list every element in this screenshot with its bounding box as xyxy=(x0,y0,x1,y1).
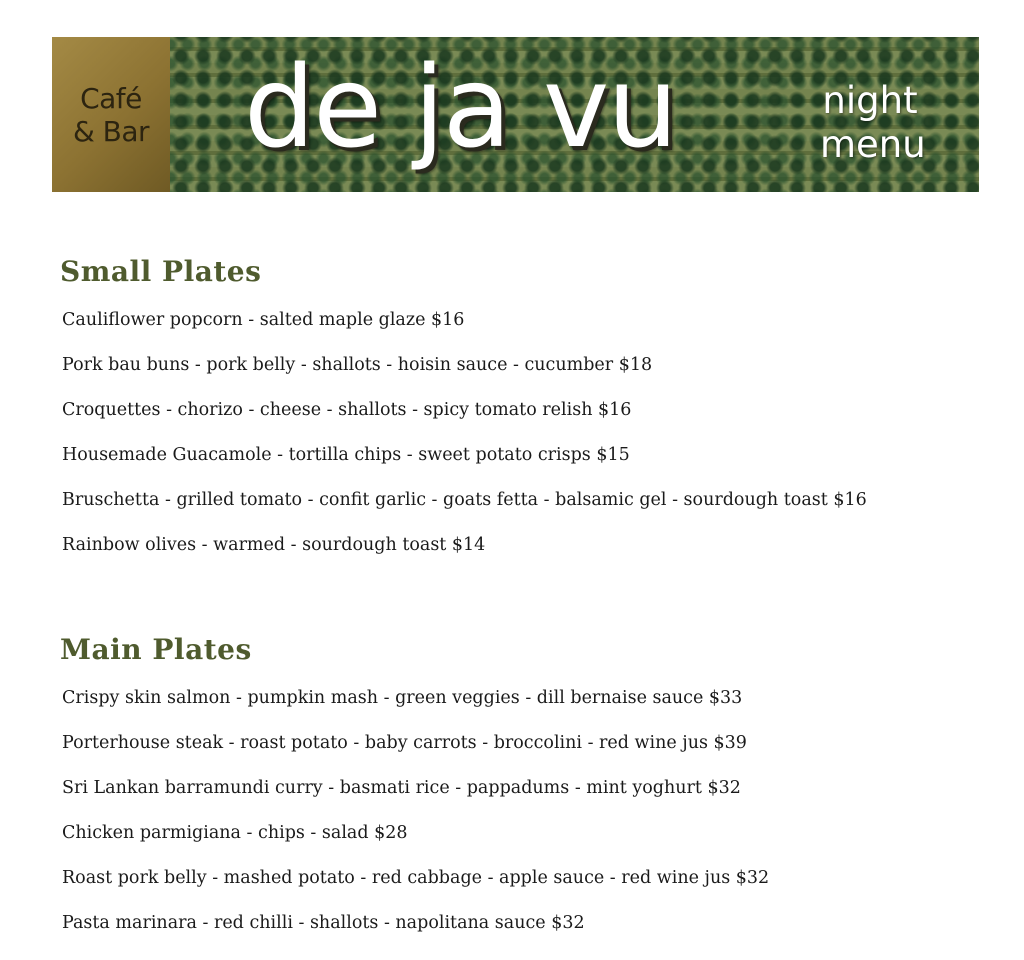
bar-label: & Bar xyxy=(72,114,150,148)
list-item: Roast pork belly - mashed potato - red cabbage - apple sauce - red wine jus $32 xyxy=(62,868,770,888)
list-item: Housemade Guacamole - tortilla chips - sweet potato crisps $15 xyxy=(62,445,630,465)
small-plates-list xyxy=(62,298,867,568)
list-item: Cauliflower popcorn - salted maple glaze $16 xyxy=(62,310,465,330)
main-plates-list xyxy=(62,676,769,946)
list-item: Pasta marinara - red chilli - shallots - napolitana sauce $32 xyxy=(62,913,585,933)
menu-type-line1: night xyxy=(822,79,918,122)
header-banner xyxy=(52,37,979,192)
foliage-background xyxy=(170,37,979,192)
list-item: Sri Lankan barramundi curry - basmati rice - pappadums - mint yoghurt $32 xyxy=(62,778,741,798)
list-item: Pork bau buns - pork belly - shallots - hoisin sauce - cucumber $18 xyxy=(62,355,653,375)
menu-type-line2: menu xyxy=(820,123,926,166)
list-item: Porterhouse steak - roast potato - baby carrots - broccolini - red wine jus $39 xyxy=(62,733,747,753)
section-title-main-plates: Main Plates xyxy=(60,633,252,666)
section-title-small-plates: Small Plates xyxy=(60,255,262,288)
list-item: Chicken parmigiana - chips - salad $28 xyxy=(62,823,408,843)
list-item: Bruschetta - grilled tomato - confit garlic - goats fetta - balsamic gel - sourdough toast $16 xyxy=(62,490,867,510)
cafe-label: Café xyxy=(80,81,142,115)
list-item: Croquettes - chorizo - cheese - shallots - spicy tomato relish $16 xyxy=(62,400,632,420)
brand-title: de ja vu xyxy=(244,43,677,173)
list-item: Rainbow olives - warmed - sourdough toast $14 xyxy=(62,535,486,555)
menu-type xyxy=(820,79,926,167)
list-item: Crispy skin salmon - pumpkin mash - green veggies - dill bernaise sauce $33 xyxy=(62,688,743,708)
cafe-bar-panel xyxy=(52,37,170,192)
